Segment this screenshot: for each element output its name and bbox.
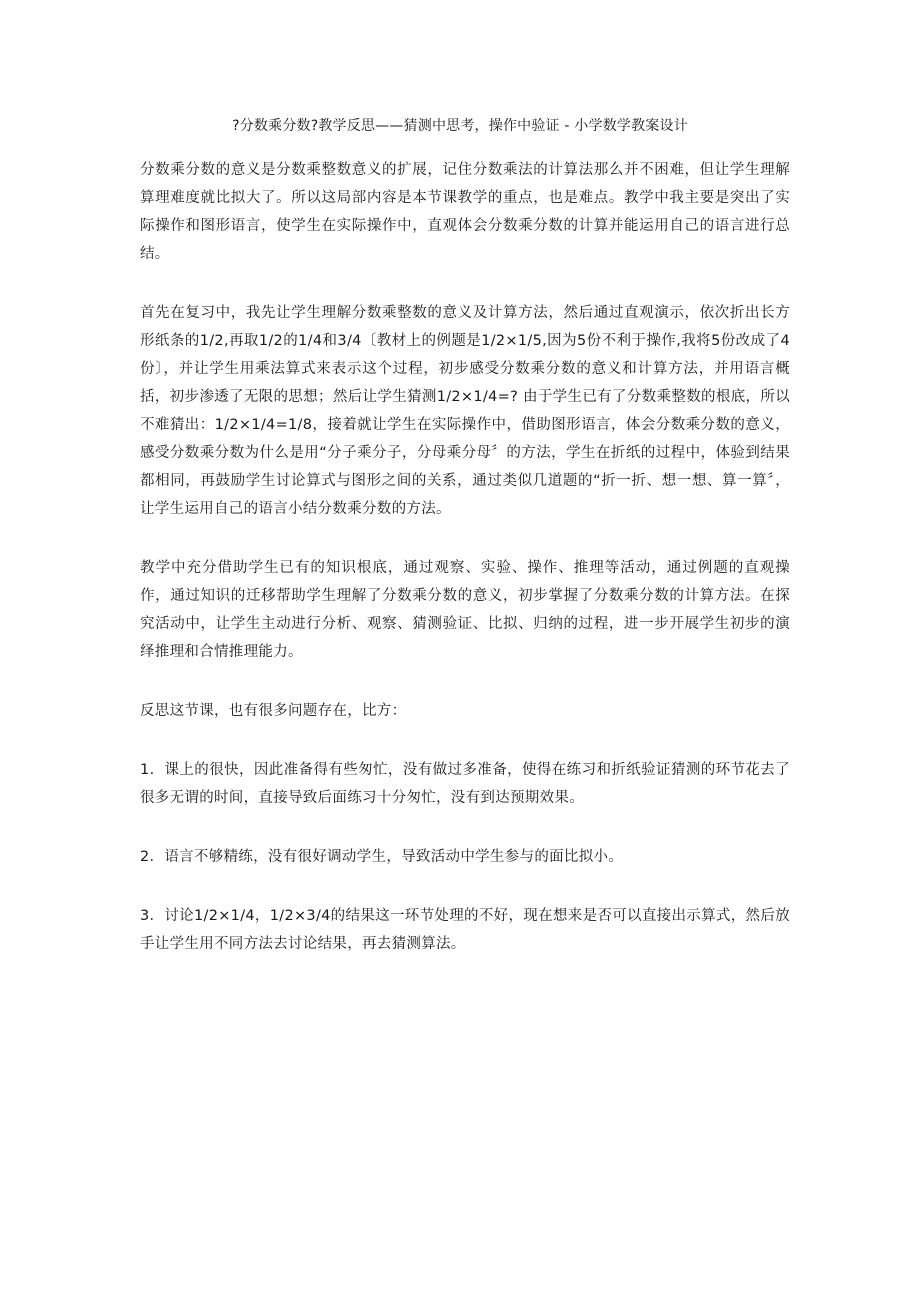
paragraph-review: 首先在复习中，我先让学生理解分数乘整数的意义及计算方法，然后通过直观演示，依次折出长方形纸条的1/2,再取1/2的1/4和3/4〔教材上的例题是1/2×1/5,因为5份不利于操作,我将5份改成了4份〕，并让学生用乘法算式来表示这个过程，初步感受分数乘分数的意义和计算方法，并用语言概括，初步渗透了无限的思想；然后让学生猜测1/2×1/4=? 由于学生已有了分数乘整数的根底，所以不难猜出：1/2×1/4=1/8，接着就让学生在实际操作中，借助图形语言，体会分数乘分数的意义，感受分数乘分数为什么是用“分子乘分子，分母乘分母〞的方法，学生在折纸的过程中，体验到结果都相同，再鼓励学生讨论算式与图形之间的关系，通过类似几道题的“折一折、想一想、算一算〞，让学生运用自己的语言小结分数乘分数的方法。 (140, 305, 790, 517)
paragraph-problem-2: 2．语言不够精练，没有很好调动学生，导致活动中学生参与的面比拟小。 (140, 849, 624, 865)
paragraph-reflection-lead: 反思这节课，也有很多问题存在，比方： (140, 703, 407, 719)
paragraph-problem-1: 1．课上的很快，因此准备得有些匆忙，没有做过多准备，使得在练习和折纸验证猜测的环节花去了很多无谓的时间，直接导致后面练习十分匆忙，没有到达预期效果。 (140, 762, 790, 806)
document-body (140, 156, 790, 989)
paragraph-intro: 分数乘分数的意义是分数乘整数意义的扩展，记住分数乘法的计算法那么并不困难，但让学生理解算理难度就比拟大了。所以这局部内容是本节课教学的重点，也是难点。教学中我主要是突出了实际操作和图形语言，使学生在实际操作中，直观体会分数乘分数的计算并能运用自己的语言进行总结。 (140, 162, 790, 262)
paragraph-problem-3: 3．讨论1/2×1/4，1/2×3/4的结果这一环节处理的不好，现在想来是否可以直接出示算式，然后放手让学生用不同方法去讨论结果，再去猜测算法。 (140, 908, 790, 952)
document-title: ?分数乘分数?教学反思——猜测中思考，操作中验证 - 小学数学教案设计 (232, 118, 688, 134)
paragraph-teaching: 教学中充分借助学生已有的知识根底，通过观察、实验、操作、推理等活动，通过例题的直观操作，通过知识的迁移帮助学生理解了分数乘分数的意义，初步掌握了分数乘分数的计算方法。在探究活动中，让学生主动进行分析、观察、猜测验证、比拟、归纳的过程，进一步开展学生初步的演绎推理和合情推理能力。 (140, 560, 790, 660)
